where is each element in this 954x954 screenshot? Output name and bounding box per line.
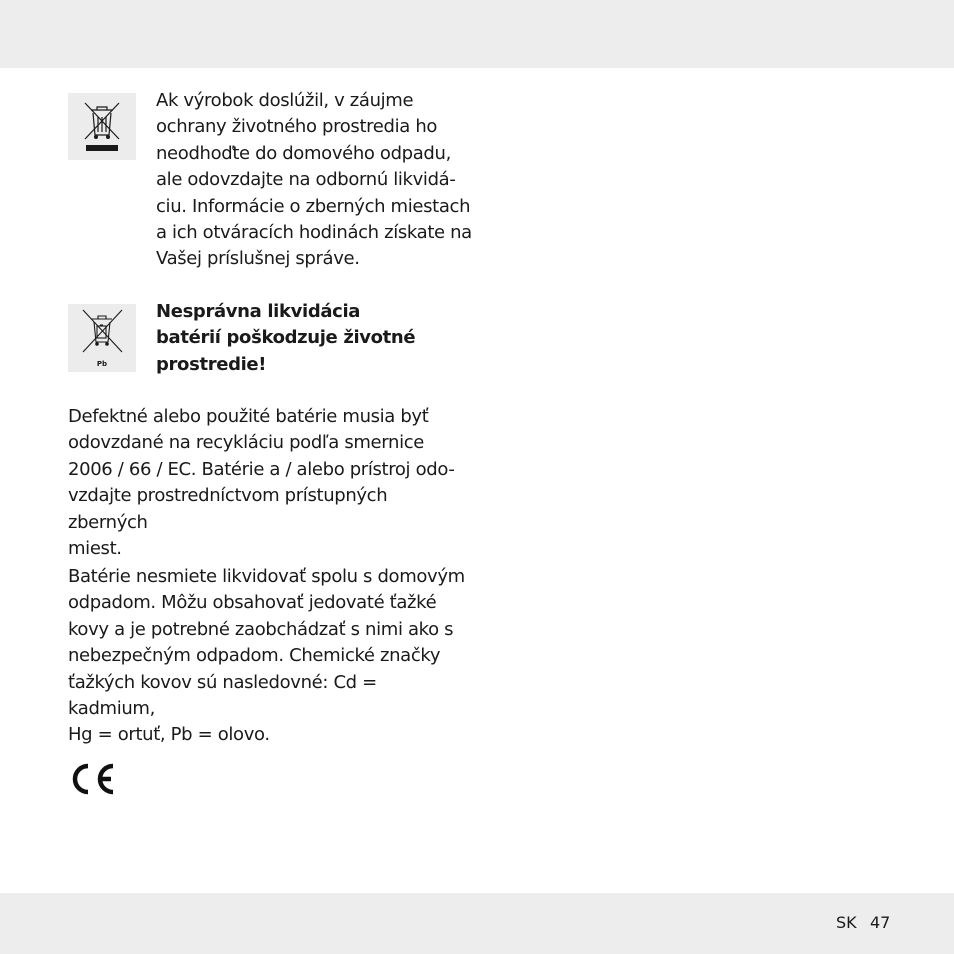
disposal-paragraph: Ak výrobok doslúžil, v záujme ochrany životného prostredia ho neodhoďte do domového odpadu, ale odovzdajte na odbornú likvidá- ciu. Informácie o zberných miestach a ich otváracích hodinách získate na Vašej príslušnej správe. <box>156 90 472 270</box>
footer-language: SK <box>836 913 857 932</box>
battery-bin-icon <box>68 304 136 372</box>
header-band <box>0 0 954 68</box>
battery-warning-heading: Nesprávna likvidácia batérií poškodzuje životné prostredie! <box>156 301 416 375</box>
hazardous-paragraph: Batérie nesmiete likvidovať spolu s domovým odpadom. Môžu obsahovať jedovaté ťažké kovy a je potrebné zaobchádzať s nimi ako s nebezpečným odpadom. Chemické značky ťažkých kovov sú nasledovné: Cd = kadmium, Hg = ortuť, Pb = olovo. <box>68 566 465 746</box>
ce-mark-icon <box>68 762 118 800</box>
battery-recycling-paragraph: Defektné alebo použité batérie musia byť odovzdané na recykláciu podľa smernice 2006 / 66 / EC. Batérie a / alebo prístroj odo- vzdajte prostredníctvom prístupných zberných miest. <box>68 406 455 560</box>
battery-bin-label: Pb <box>96 360 108 368</box>
weee-bin-icon <box>68 93 136 160</box>
page-number: 47 <box>870 913 891 932</box>
footer-band <box>0 893 954 954</box>
